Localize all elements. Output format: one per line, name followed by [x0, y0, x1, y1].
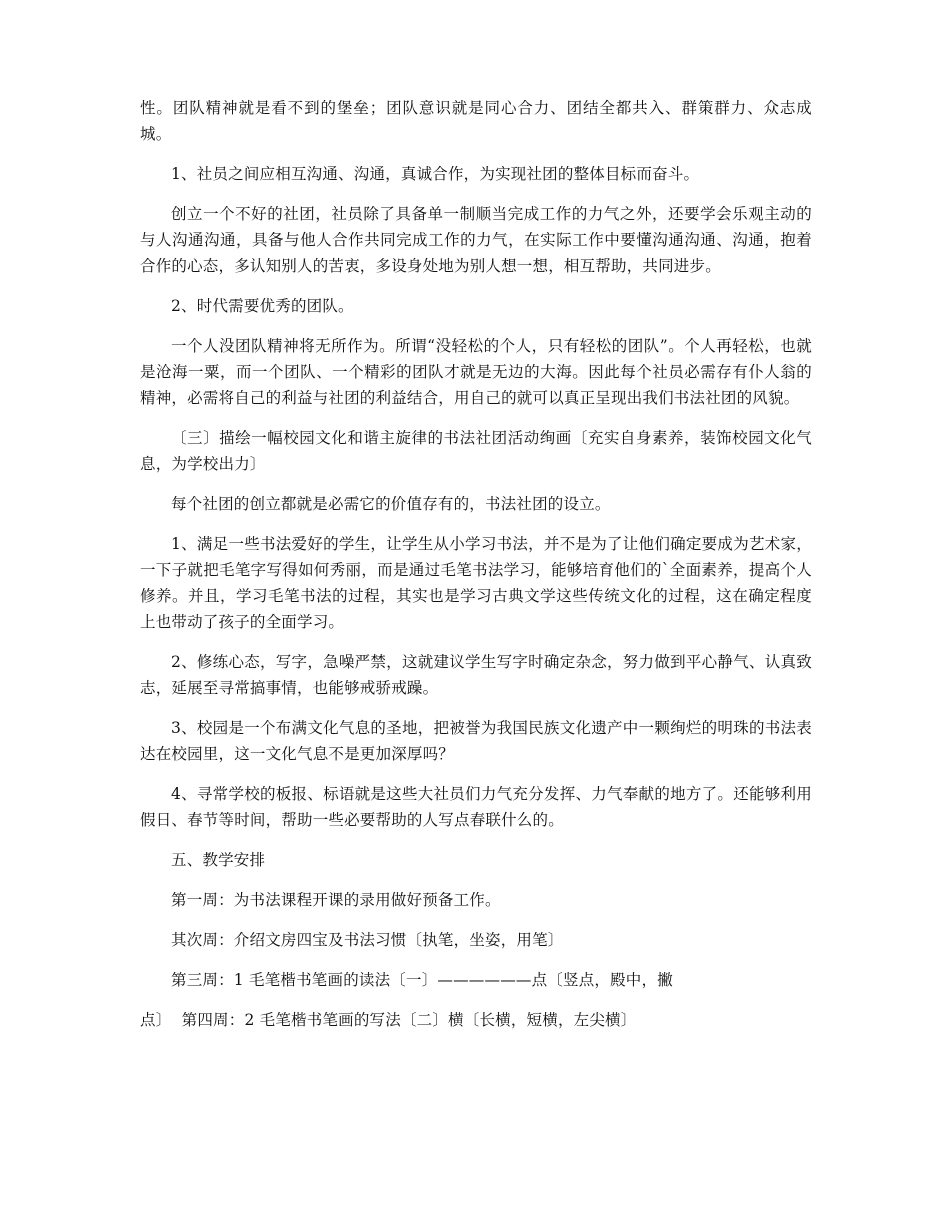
schedule-week-1: 第一周：为书法课程开课的录用做好预备工作。: [171, 891, 501, 909]
paragraph-create-good-club: 创立一个不好的社团，社员除了具备单一制顺当完成工作的力气之外，还要学会乐观主动的与人沟通沟通，具备与他人合作共同完成工作的力气，在实际工作中要懂沟通沟通、沟通，抱着合作的心态，多认知别人的苦衷，多设身处地为别人想一想，相互帮助，共同进步。: [140, 205, 812, 275]
schedule-week-4: 点〕 第四周：2 毛笔楷书笔画的写法〔二〕横〔长横，短横，左尖横〕: [140, 1011, 637, 1029]
paragraph-no-team-spirit: 一个人没团队精神将无所作为。所谓“没轻松的个人，只有轻松的团队”。个人再轻松，也就是沧海一粟，而一个团队、一个精彩的团队才就是无边的大海。因此每个社员必需存有仆人翁的精神，必需将自己的利益与社团的利益结合，用自己的就可以真正呈现出我们书法社团的风貌。: [140, 337, 812, 407]
schedule-week-3: 第三周：1 毛笔楷书笔画的读法〔一〕——————点〔竖点，殿中，撇: [171, 971, 673, 989]
paragraph-point-2-excellent-team: 2、时代需要优秀的团队。: [171, 297, 354, 315]
paragraph-value-1: 1、满足一些书法爱好的学生，让学生从小学习书法，并不是为了让他们确定要成为艺术家，一下子就把毛笔字写得如何秀丽，而是通过毛笔书法学习，能够培育他们的`全面素养，提高个人修养。并且，学习毛笔书法的过程，其实也是学习古典文学这些传统文化的过程，这在确定程度上也带动了孩子的全面学习。: [140, 535, 812, 631]
paragraph-club-value: 每个社团的创立都就是必需它的价值存有的，书法社团的设立。: [171, 495, 611, 513]
paragraph-value-2: 2、修练心态，写字，急噪严禁，这就建议学生写字时确定杂念，努力做到平心静气、认真致志，延展至寻常搞事情，也能够戒骄戒躁。: [140, 653, 812, 697]
paragraph-value-4: 4、寻常学校的板报、标语就是这些大社员们力气充分发挥、力气奉献的地方了。还能够利用假日、春节等时间，帮助一些必要帮助的人写点春联什么的。: [140, 785, 812, 829]
paragraph-section-3-heading: 〔三〕描绘一幅校园文化和谐主旋律的书法社团活动绚画〔充实自身素养，装饰校园文化气息，为学校出力〕: [140, 429, 812, 473]
document-page: [140, 95, 812, 1047]
paragraph-point-1-communication: 1、社员之间应相互沟通、沟通，真诚合作，为实现社团的整体目标而奋斗。: [171, 165, 700, 183]
paragraph-value-3: 3、校园是一个布满文化气息的圣地，把被誉为我国民族文化遗产中一颗绚烂的明珠的书法表达在校园里，这一文化气息不是更加深厚吗？: [140, 719, 812, 763]
paragraph-team-spirit: 性。团队精神就是看不到的堡垒；团队意识就是同心合力、团结全都共入、群策群力、众志成城。: [140, 99, 812, 143]
schedule-week-2: 其次周：介绍文房四宝及书法习惯〔执笔，坐姿，用笔〕: [171, 931, 564, 949]
section-5-heading: 五、教学安排: [171, 851, 266, 869]
